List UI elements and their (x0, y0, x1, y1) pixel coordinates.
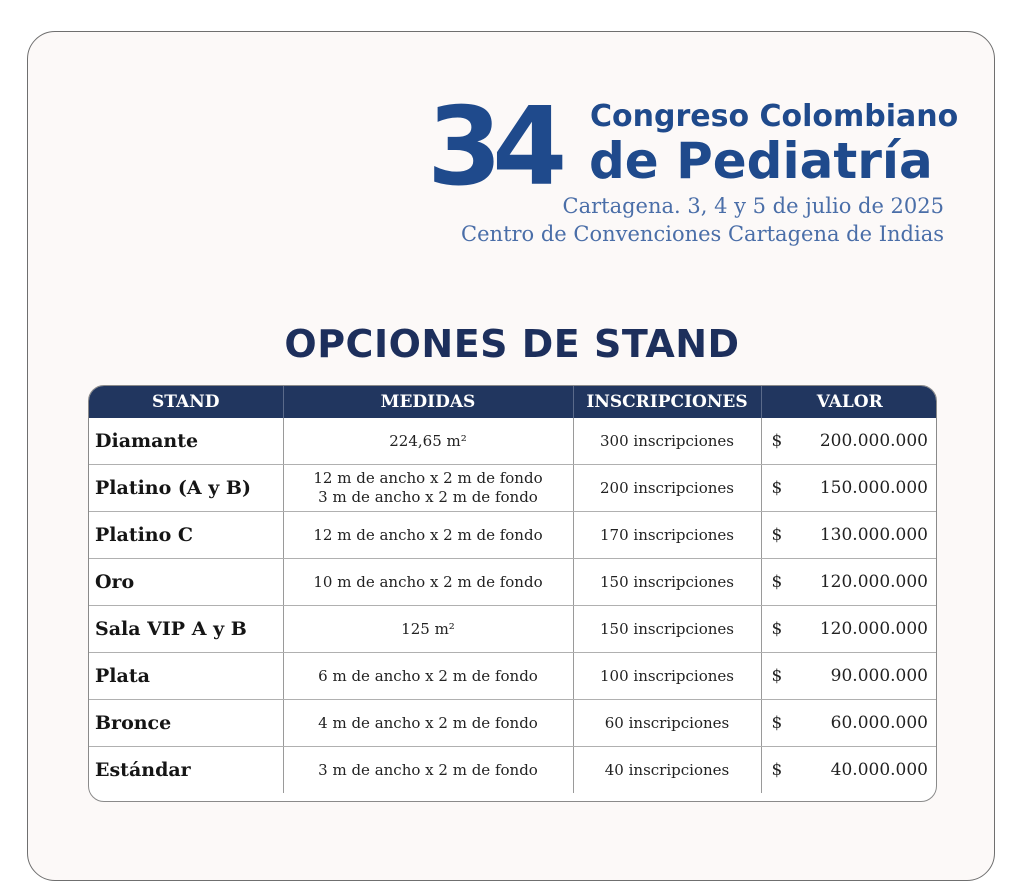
stand-valor (761, 606, 937, 653)
stand-medidas (283, 418, 573, 465)
stand-valor (761, 559, 937, 606)
table-row (89, 559, 937, 606)
table-body (89, 418, 937, 793)
stand-inscripciones: 200 inscripciones (573, 465, 761, 512)
column-header-medidas: MEDIDAS (283, 386, 573, 418)
logo-line-1: Congreso Colombiano (590, 99, 959, 134)
stand-name: Plata (89, 653, 283, 700)
medida-line: 125 m² (401, 619, 455, 638)
valor-amount: 130.000.000 (819, 525, 928, 545)
stand-name: Platino (A y B) (89, 465, 283, 512)
stand-table (89, 386, 937, 793)
table-header-row (89, 386, 937, 418)
stand-medidas (283, 747, 573, 794)
stand-name: Platino C (89, 512, 283, 559)
stand-valor (761, 700, 937, 747)
medida-line: 12 m de ancho x 2 m de fondo (313, 469, 543, 487)
currency-symbol: $ (771, 525, 783, 545)
table-row (89, 653, 937, 700)
stand-name: Sala VIP A y B (89, 606, 283, 653)
stand-medidas (283, 606, 573, 653)
stand-inscripciones: 100 inscripciones (573, 653, 761, 700)
valor-amount: 200.000.000 (819, 431, 928, 451)
column-header-valor: VALOR (761, 386, 937, 418)
table-row (89, 465, 937, 512)
stand-valor (761, 465, 937, 512)
stand-valor (761, 512, 937, 559)
stand-inscripciones: 170 inscripciones (573, 512, 761, 559)
stand-medidas (283, 653, 573, 700)
stand-medidas (283, 465, 573, 512)
currency-symbol: $ (771, 760, 783, 780)
stand-medidas (283, 700, 573, 747)
table-row (89, 418, 937, 465)
medida-line: 12 m de ancho x 2 m de fondo (313, 525, 543, 544)
currency-symbol: $ (771, 431, 783, 451)
currency-symbol: $ (771, 478, 783, 498)
medida-line: 3 m de ancho x 2 m de fondo (318, 488, 538, 506)
stand-valor (761, 653, 937, 700)
valor-amount: 120.000.000 (819, 619, 928, 639)
stand-valor (761, 418, 937, 465)
stand-inscripciones: 300 inscripciones (573, 418, 761, 465)
valor-amount: 40.000.000 (830, 760, 928, 780)
currency-symbol: $ (771, 666, 783, 686)
medida-line: 10 m de ancho x 2 m de fondo (313, 572, 543, 591)
valor-amount: 120.000.000 (819, 572, 928, 592)
stand-medidas (283, 559, 573, 606)
congress-logo (425, 85, 959, 250)
currency-symbol: $ (771, 619, 783, 639)
table-row (89, 700, 937, 747)
stand-inscripciones: 150 inscripciones (573, 559, 761, 606)
medida-line: 4 m de ancho x 2 m de fondo (318, 713, 538, 732)
event-venue: Centro de Convenciones Cartagena de Indias (461, 222, 944, 246)
stand-name: Oro (89, 559, 283, 606)
stand-inscripciones: 40 inscripciones (573, 747, 761, 794)
column-header-stand: STAND (89, 386, 283, 418)
valor-amount: 150.000.000 (819, 478, 928, 498)
stand-inscripciones: 150 inscripciones (573, 606, 761, 653)
stand-name: Diamante (89, 418, 283, 465)
table-row (89, 512, 937, 559)
stand-medidas (283, 512, 573, 559)
table-row (89, 606, 937, 653)
currency-symbol: $ (771, 713, 783, 733)
stand-name: Bronce (89, 700, 283, 747)
stand-valor (761, 747, 937, 794)
page-title: OPCIONES DE STAND (284, 322, 740, 366)
valor-amount: 90.000.000 (830, 666, 928, 686)
medida-line: 224,65 m² (389, 431, 467, 450)
valor-amount: 60.000.000 (830, 713, 928, 733)
table-row (89, 747, 937, 794)
stand-table-container (88, 385, 937, 802)
event-dates: Cartagena. 3, 4 y 5 de julio de 2025 (562, 194, 944, 218)
stand-inscripciones: 60 inscripciones (573, 700, 761, 747)
logo-line-2: de Pediatría (589, 132, 933, 190)
medida-line: 3 m de ancho x 2 m de fondo (318, 760, 538, 779)
logo-number: 34 (427, 85, 558, 210)
currency-symbol: $ (771, 572, 783, 592)
column-header-inscripciones: INSCRIPCIONES (573, 386, 761, 418)
medida-line: 6 m de ancho x 2 m de fondo (318, 666, 538, 685)
stand-name: Estándar (89, 747, 283, 794)
